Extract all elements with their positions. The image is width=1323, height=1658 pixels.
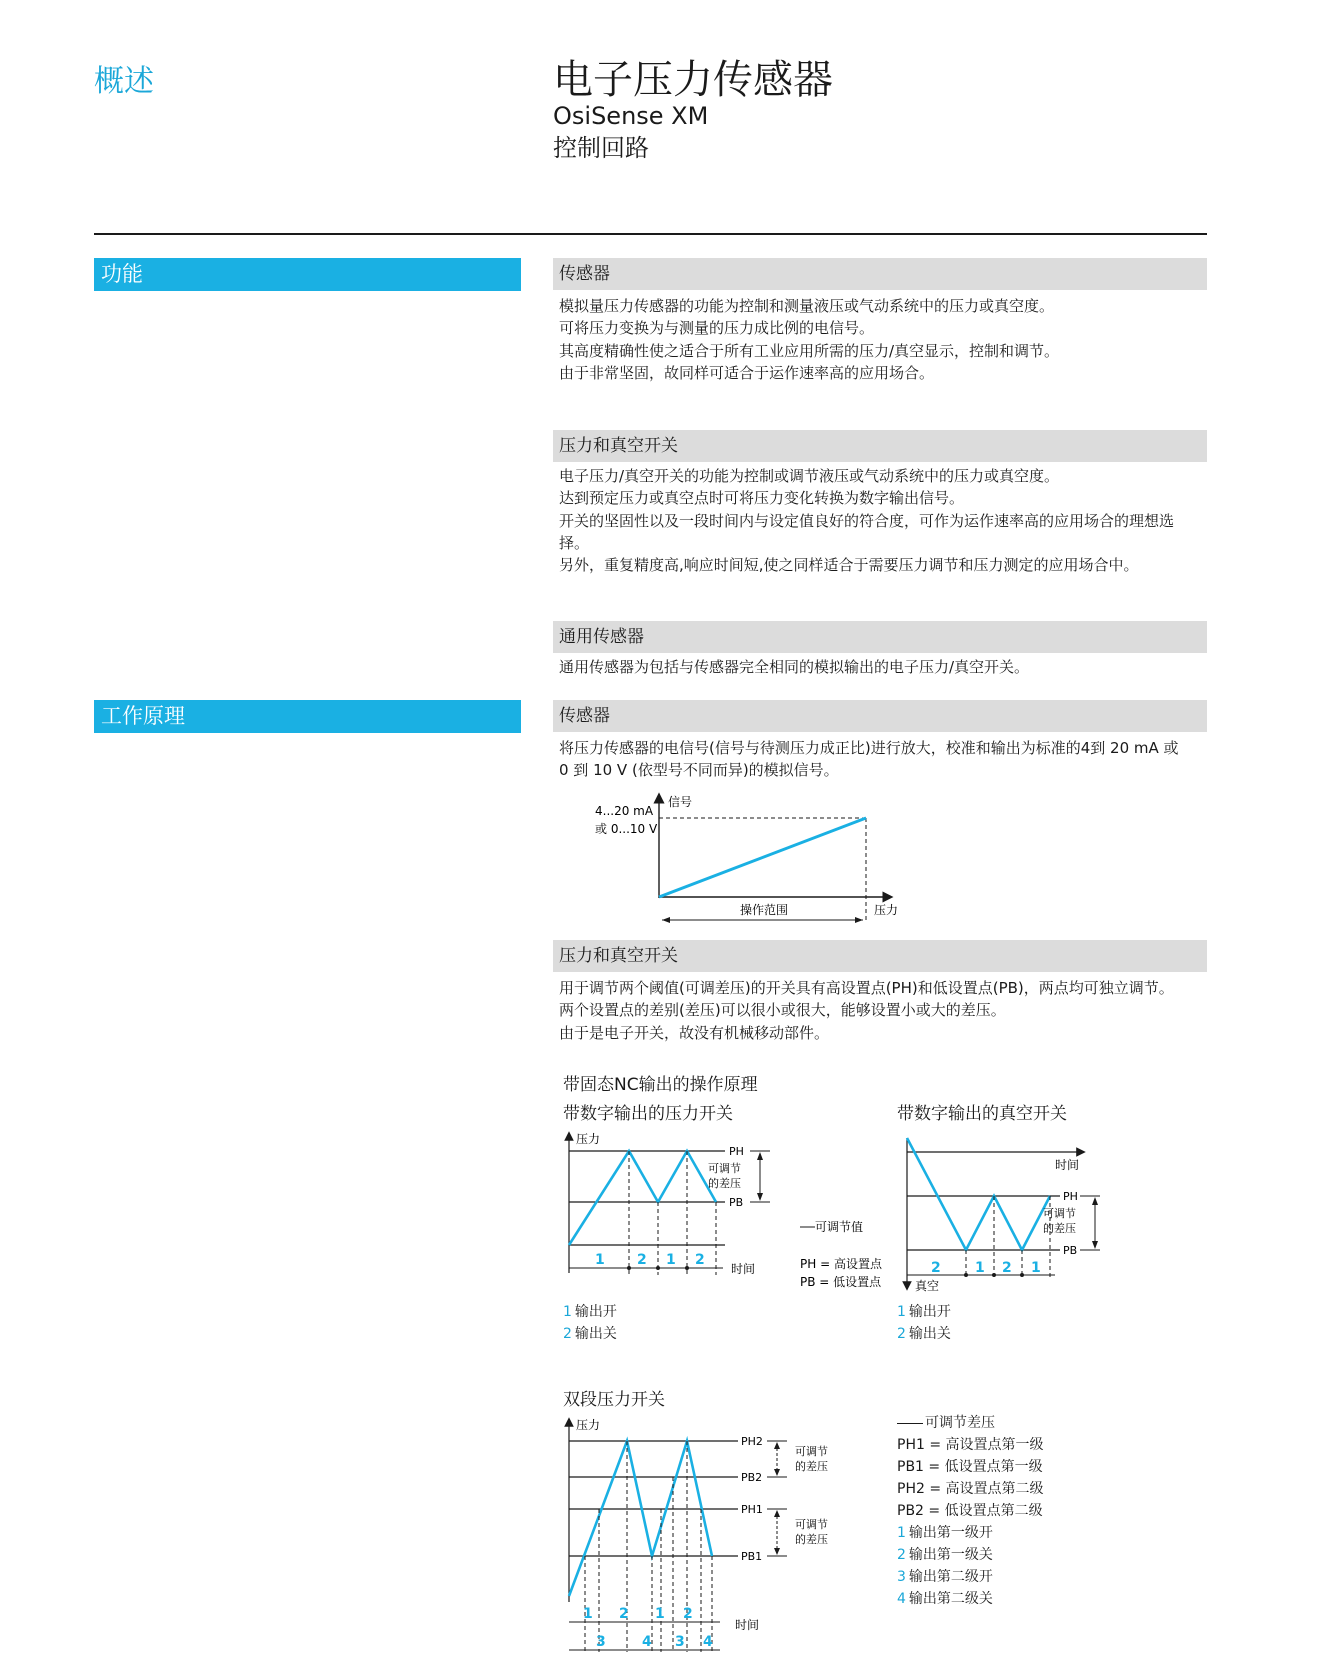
svg-text:PH = 高设置点: PH = 高设置点 [800, 1257, 882, 1271]
svg-text:1: 1 [595, 1252, 605, 1268]
principle-sensor-heading: 传感器 [553, 700, 1207, 732]
category-label: 概述 [94, 64, 154, 99]
function-switch-heading: 压力和真空开关 [553, 430, 1207, 462]
pressure-switch-legend: 1 输出开 2 输出关 [563, 1304, 617, 1342]
svg-text:2: 2 [1002, 1260, 1012, 1276]
svg-text:3: 3 [596, 1634, 606, 1650]
product-line: 控制回路 [553, 134, 649, 162]
svg-text:PB1: PB1 [741, 1550, 763, 1563]
pressure-switch-title: 带数字输出的压力开关 [563, 1104, 733, 1124]
svg-text:1: 1 [583, 1606, 593, 1622]
svg-text:2: 2 [683, 1606, 693, 1622]
y-label-voltage: 或 0...10 V [595, 822, 658, 836]
page-subtitle [553, 100, 708, 164]
svg-text:时间: 时间 [731, 1262, 756, 1276]
svg-text:2: 2 [695, 1252, 705, 1268]
svg-text:3: 3 [675, 1634, 685, 1650]
svg-text:的差压: 的差压 [795, 1460, 828, 1473]
svg-text:压力: 压力 [576, 1418, 601, 1432]
svg-text:2: 2 [619, 1606, 629, 1622]
pressure-switch-diagram [555, 1128, 885, 1288]
svg-text:的差压: 的差压 [1043, 1222, 1076, 1235]
svg-text:PB: PB [729, 1196, 744, 1209]
svg-text:PH: PH [1063, 1190, 1078, 1203]
y-label-current: 4...20 mA [595, 804, 654, 818]
function-universal-heading: 通用传感器 [553, 621, 1207, 653]
svg-text:PB: PB [1063, 1244, 1078, 1257]
dual-stage-diagram [555, 1414, 855, 1658]
section-principle: 工作原理 [94, 700, 521, 733]
svg-text:的差压: 的差压 [708, 1177, 741, 1190]
range-label: 操作范围 [740, 903, 789, 917]
principle-switch-heading: 压力和真空开关 [553, 940, 1207, 972]
svg-text:2: 2 [931, 1260, 941, 1276]
svg-text:可调节: 可调节 [795, 1518, 828, 1531]
vacuum-switch-title: 带数字输出的真空开关 [897, 1104, 1067, 1124]
svg-text:可调节: 可调节 [1043, 1207, 1076, 1220]
svg-text:可调节: 可调节 [708, 1162, 741, 1175]
dual-stage-legend: 可调节差压 PH1 = 高设置点第一级 PB1 = 低设置点第一级 PH2 = 高设置点第二级 PB2 = 低设置点第二级 1 输出第一级开 2 输出第一级关 3 输出第二级开 4 输出第二级关 [897, 1415, 1044, 1607]
section-function: 功能 [94, 258, 521, 291]
product-name: OsiSense XM [553, 102, 709, 130]
vacuum-switch-legend: 1 输出开 2 输出关 [897, 1304, 951, 1342]
signal-chart [580, 790, 920, 930]
function-universal-text: 通用传感器为包括与传感器完全相同的模拟输出的电子压力/真空开关。 [559, 658, 1030, 676]
svg-text:2: 2 [637, 1252, 647, 1268]
svg-text:4: 4 [642, 1634, 652, 1650]
svg-text:PB2: PB2 [741, 1471, 763, 1484]
svg-text:PB = 低设置点: PB = 低设置点 [800, 1275, 882, 1288]
svg-text:时间: 时间 [1055, 1158, 1080, 1172]
svg-text:1: 1 [666, 1252, 676, 1268]
svg-text:可调节: 可调节 [795, 1445, 828, 1458]
vacuum-switch-diagram [895, 1128, 1125, 1293]
dual-stage-title: 双段压力开关 [563, 1390, 665, 1410]
svg-text:真空: 真空 [915, 1279, 940, 1293]
header-rule [94, 233, 1207, 235]
y-axis-label: 信号 [668, 795, 693, 809]
svg-text:PH1: PH1 [741, 1503, 763, 1516]
svg-text:可调节值: 可调节值 [815, 1220, 864, 1234]
svg-text:PH2: PH2 [741, 1435, 763, 1448]
svg-text:1: 1 [655, 1606, 665, 1622]
svg-text:1: 1 [1031, 1260, 1041, 1276]
svg-text:1: 1 [975, 1260, 985, 1276]
nc-output-title: 带固态NC输出的操作原理 [563, 1075, 758, 1095]
svg-text:压力: 压力 [576, 1132, 601, 1146]
principle-switch-text: 用于调节两个阈值(可调差压)的开关具有高设置点(PH)和低设置点(PB)，两点均可独立调节。 两个设置点的差别(差压)可以很小或很大，能够设置小或大的差压。 由于是电子开关，故没有机械移动部件。 [559, 979, 1174, 1042]
function-switch-text: 电子压力/真空开关的功能为控制或调节液压或气动系统中的压力或真空度。 达到预定压力或真空点时可将压力变化转换为数字输出信号。 开关的坚固性以及一段时间内与设定值良好的符合度，可作为运作速率高的应用场合的理想选 择。 另外，重复精度高,响应时间短,使之同样适合于需要压力调节和压力测定的应用场合中。 [559, 467, 1175, 575]
svg-text:4: 4 [703, 1634, 713, 1650]
x-axis-label: 压力 [874, 903, 899, 917]
svg-text:PH: PH [729, 1145, 744, 1158]
page-title: 电子压力传感器 [553, 57, 833, 103]
function-sensor-text: 模拟量压力传感器的功能为控制和测量液压或气动系统中的压力或真空度。 可将压力变换为与测量的压力成比例的电信号。 其高度精确性使之适合于所有工业应用所需的压力/真空显示，控制和调节。 由于非常坚固，故同样可适合于运作速率高的应用场合。 [559, 297, 1060, 382]
svg-text:时间: 时间 [735, 1618, 760, 1632]
function-sensor-heading: 传感器 [553, 258, 1207, 290]
principle-sensor-text: 将压力传感器的电信号(信号与待测压力成正比)进行放大，校准和输出为标准的4到 20 mA 或 0 到 10 V (依型号不同而异)的模拟信号。 [559, 739, 1179, 780]
svg-text:的差压: 的差压 [795, 1533, 828, 1546]
signal-line [659, 818, 866, 897]
